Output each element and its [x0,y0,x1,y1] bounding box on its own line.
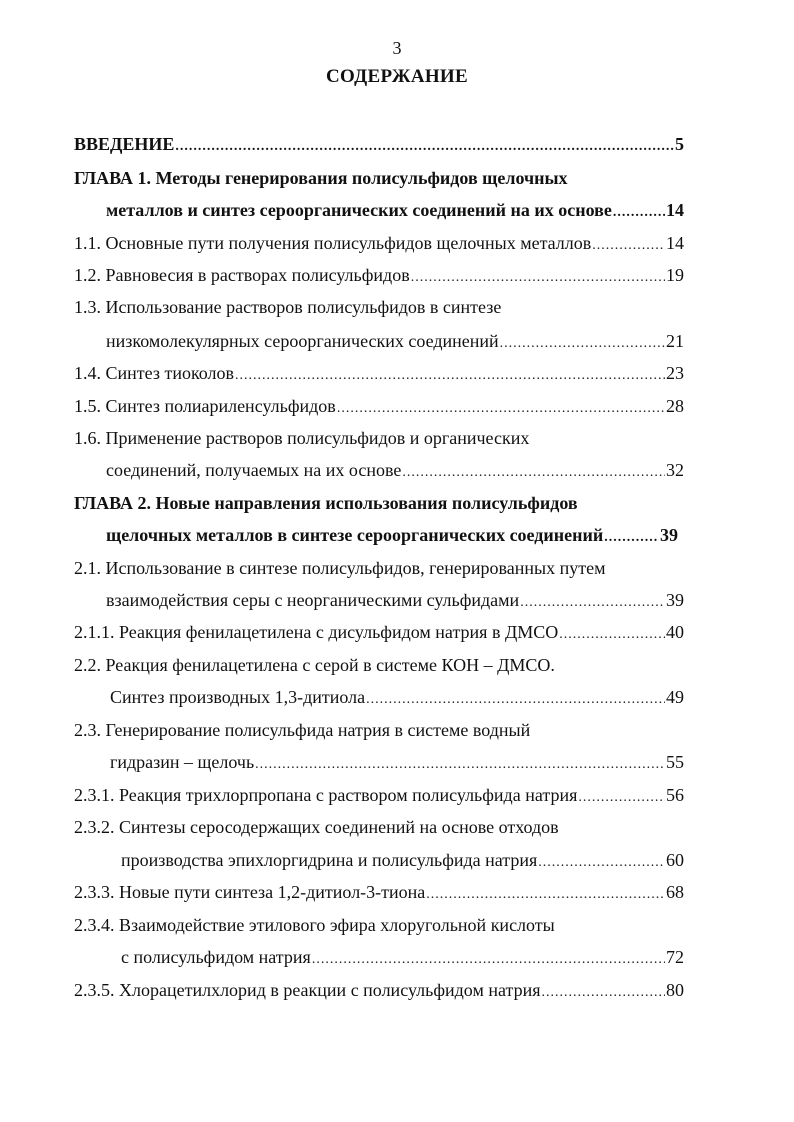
toc-entry-2-3-3 [74,882,684,903]
toc-page-number: 28 [666,396,684,416]
toc-page-number: 39 [666,590,684,610]
toc-page-number: 23 [666,363,684,383]
toc-entry-text: 2.3.4. Взаимодействие этилового эфира хлоругольной кислоты [74,915,555,935]
toc-entry-text: Синтез производных 1,3-дитиола [110,687,366,707]
toc-page-number: 32 [666,460,684,480]
toc-entry-1-2 [74,265,684,286]
toc-entry-text: 1.6. Применение растворов полисульфидов и органических [74,428,530,448]
toc-entry-text: 2.1.1. Реакция фенилацетилена с дисульфидом натрия в ДМСО [74,622,559,642]
toc-entry-2-3-2-cont [121,850,684,871]
toc-page-number: 5 [675,134,684,154]
page-title: СОДЕРЖАНИЕ [326,66,468,87]
toc-entry-1-1 [74,233,684,254]
toc-page-number: 68 [666,882,684,902]
toc-entry-1-6-cont [106,460,684,481]
toc-entry-1-3-cont [106,331,684,352]
toc-page-number: 49 [666,687,684,707]
toc-entry-introduction [74,134,684,155]
toc-entry-text: ГЛАВА 2. Новые направления использования полисульфидов [74,493,578,513]
toc-entry-text: 2.2. Реакция фенилацетилена с серой в системе КОН – ДМСО. [74,655,555,675]
toc-entry-1-3 [74,297,501,318]
leader-dots [578,791,665,805]
leader-dots [500,337,665,351]
toc-page-number: 39 [660,525,678,545]
toc-entry-2-1-cont [106,590,684,611]
toc-page-number: 60 [666,850,684,870]
toc-entry-2-1 [74,558,606,579]
toc-entry-2-3-1 [74,785,684,806]
toc-entry-text: 1.3. Использование растворов полисульфидов в синтезе [74,297,502,317]
leader-dots [613,206,665,220]
toc-entry-2-3-4-cont [121,947,684,968]
leader-dots [337,402,665,416]
toc-entry-2-3 [74,720,530,741]
leader-dots [604,531,659,545]
toc-entry-1-5 [74,396,684,417]
leader-dots [542,986,666,1000]
toc-entry-text: металлов и синтез сероорганических соединений на их основе [106,200,612,220]
toc-entry-text: ВВЕДЕНИЕ [74,134,175,154]
toc-entry-text: 2.3.5. Хлорацетилхлорид в реакции с полисульфидом натрия [74,980,541,1000]
leader-dots [426,888,665,902]
toc-page-number: 56 [666,785,684,805]
toc-page-number: 14 [666,233,684,253]
toc-entry-1-6 [74,428,529,449]
leader-dots [520,596,665,610]
toc-entry-2-1-1 [74,622,684,643]
toc-entry-text: 1.5. Синтез полиариленсульфидов [74,396,336,416]
leader-dots [402,466,665,480]
leader-dots [559,628,665,642]
toc-entry-chapter-2-cont [106,525,678,546]
toc-entry-chapter-1 [74,168,568,189]
leader-dots [255,758,665,772]
toc-entry-text: взаимодействия серы с неорганическими сульфидами [106,590,520,610]
leader-dots [592,239,665,253]
leader-dots [312,953,665,967]
toc-entry-text: 2.3.3. Новые пути синтеза 1,2-дитиол-3-тиона [74,882,426,902]
toc-entry-text: щелочных металлов в синтезе сероорганических соединений [106,525,604,545]
toc-entry-text: 1.2. Равновесия в растворах полисульфидов [74,265,410,285]
toc-page-number: 80 [666,980,684,1000]
toc-entry-2-3-5 [74,980,684,1001]
toc-entry-2-3-2 [74,817,559,838]
toc-entry-text: 1.1. Основные пути получения полисульфидов щелочных металлов [74,233,592,253]
toc-entry-text: 1.4. Синтез тиоколов [74,363,235,383]
leader-dots [366,693,665,707]
toc-entry-chapter-1-cont [106,200,684,221]
toc-entry-text: производства эпихлоргидрина и полисульфида натрия [121,850,538,870]
leader-dots [175,140,674,154]
toc-entry-2-3-cont [110,752,684,773]
toc-page-number: 40 [666,622,684,642]
leader-dots [538,856,665,870]
toc-entry-text: с полисульфидом натрия [121,947,311,967]
toc-entry-text: гидразин – щелочь [110,752,255,772]
toc-page-number: 55 [666,752,684,772]
toc-page-number: 72 [666,947,684,967]
toc-entry-text: низкомолекулярных сероорганических соединений [106,331,499,351]
toc-entry-2-2 [74,655,555,676]
toc-page-number: 19 [666,265,684,285]
toc-page-number: 14 [666,200,684,220]
toc-entry-text: ГЛАВА 1. Методы генерирования полисульфидов щелочных [74,168,568,188]
toc-entry-text: 2.3.1. Реакция трихлорпропана с раствором полисульфида натрия [74,785,578,805]
toc-entry-text: 2.3.2. Синтезы серосодержащих соединений на основе отходов [74,817,559,837]
page-number: 3 [392,38,402,58]
toc-page-number: 21 [666,331,684,351]
toc-entry-chapter-2 [74,493,578,514]
toc-entry-2-2-cont [110,687,684,708]
toc-entry-text: 2.3. Генерирование полисульфида натрия в системе водный [74,720,531,740]
leader-dots [235,369,665,383]
toc-entry-text: 2.1. Использование в синтезе полисульфидов, генерированных путем [74,558,606,578]
toc-entry-1-4 [74,363,684,384]
toc-entry-text: соединений, получаемых на их основе [106,460,402,480]
toc-entry-2-3-4 [74,915,555,936]
leader-dots [411,271,665,285]
